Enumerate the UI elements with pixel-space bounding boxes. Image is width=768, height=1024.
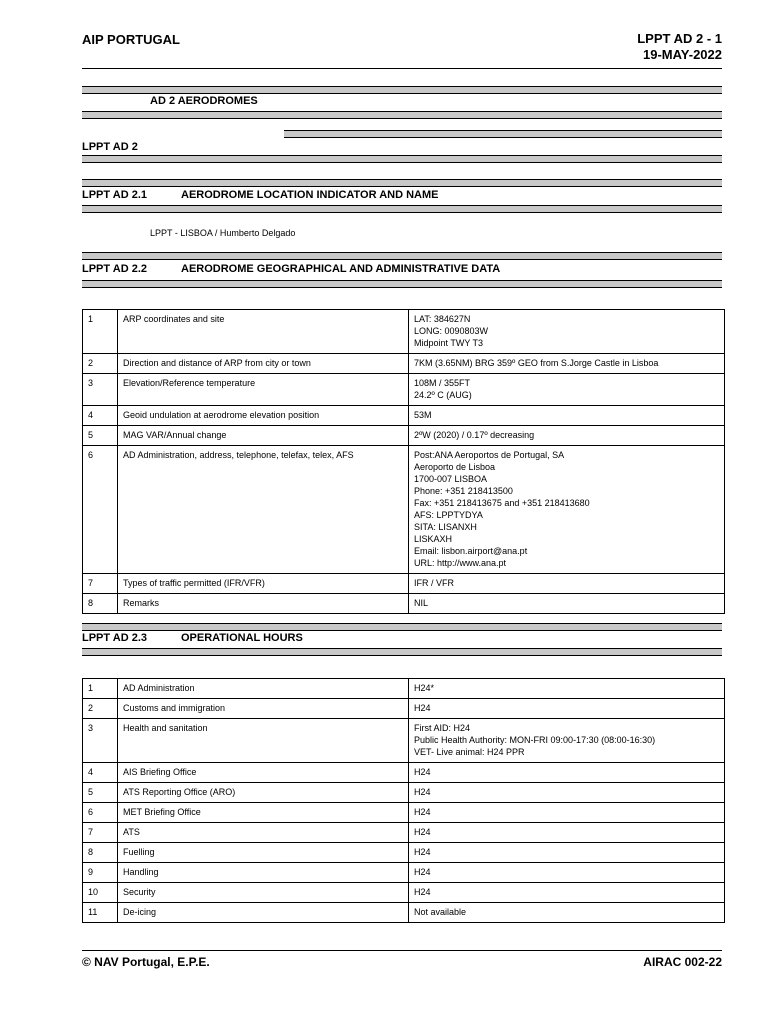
section-bar-top: [82, 252, 722, 260]
row-number: 11: [83, 903, 118, 923]
table-row: [83, 803, 725, 823]
table-row: [83, 823, 725, 843]
value-line: H24: [414, 867, 431, 877]
section-title-2-2: AERODROME GEOGRAPHICAL AND ADMINISTRATIVE DATA: [181, 263, 501, 275]
value-line: H24: [414, 807, 431, 817]
value-line: LISKAXH: [414, 534, 453, 544]
footer-rule: [82, 950, 722, 951]
row-number: 1: [83, 310, 118, 354]
value-line: H24: [414, 703, 431, 713]
value-line: Fax: +351 218413675 and +351 218413680: [414, 498, 590, 508]
row-number: 8: [83, 843, 118, 863]
value-line: VET- Live animal: H24 PPR: [414, 747, 525, 757]
row-number: 7: [83, 574, 118, 594]
section-bar-bottom: [82, 205, 722, 213]
section-bar-bottom: [82, 111, 722, 119]
value-line: 108M / 355FT: [414, 378, 471, 388]
row-value: [409, 426, 725, 446]
table-row: [83, 863, 725, 883]
row-value: [409, 354, 725, 374]
table-row: [83, 574, 725, 594]
value-line: LONG: 0090803W: [414, 326, 489, 336]
row-value: [409, 863, 725, 883]
section-title-ad2: AD 2 AERODROMES: [150, 95, 258, 107]
section-bar-bottom: [82, 155, 722, 163]
value-line: H24: [414, 827, 431, 837]
value-line: URL: http://www.ana.pt: [414, 558, 507, 568]
row-label: Security: [118, 883, 409, 903]
table-row: [83, 354, 725, 374]
row-value: [409, 446, 725, 574]
value-line: NIL: [414, 598, 429, 608]
row-value: [409, 803, 725, 823]
row-label: Customs and immigration: [118, 699, 409, 719]
row-value: [409, 574, 725, 594]
value-line: Midpoint TWY T3: [414, 338, 484, 348]
row-label: Direction and distance of ARP from city or town: [118, 354, 409, 374]
value-line: H24*: [414, 683, 435, 693]
row-label: MET Briefing Office: [118, 803, 409, 823]
table-row: [83, 719, 725, 763]
value-line: H24: [414, 847, 431, 857]
row-value: [409, 783, 725, 803]
section-bar-top: [82, 86, 722, 94]
value-line: Not available: [414, 907, 467, 917]
table-row: [83, 594, 725, 614]
value-line: Phone: +351 218413500: [414, 486, 513, 496]
value-line: Aeroporto de Lisboa: [414, 462, 496, 472]
value-line: 2ºW (2020) / 0.17º decreasing: [414, 430, 535, 440]
value-line: Email: lisbon.airport@ana.pt: [414, 546, 528, 556]
row-number: 7: [83, 823, 118, 843]
row-number: 8: [83, 594, 118, 614]
table-row: [83, 679, 725, 699]
page-header-right: [637, 31, 722, 63]
row-value: [409, 763, 725, 783]
row-label: AD Administration, address, telephone, telefax, telex, AFS: [118, 446, 409, 574]
table-row: [83, 763, 725, 783]
row-label: MAG VAR/Annual change: [118, 426, 409, 446]
row-value: [409, 883, 725, 903]
table-row: [83, 699, 725, 719]
operational-hours-table: [82, 678, 725, 923]
table-row: [83, 883, 725, 903]
table-row: [83, 903, 725, 923]
row-value: [409, 406, 725, 426]
value-line: H24: [414, 767, 431, 777]
copyright: © NAV Portugal, E.P.E.: [82, 955, 210, 969]
row-value: [409, 699, 725, 719]
row-number: 4: [83, 763, 118, 783]
page-reference: LPPT AD 2 - 1: [637, 31, 722, 46]
table-row: [83, 406, 725, 426]
row-label: AD Administration: [118, 679, 409, 699]
table-row: [83, 374, 725, 406]
document-source: AIP PORTUGAL: [82, 32, 180, 47]
section-title-2-1: AERODROME LOCATION INDICATOR AND NAME: [181, 189, 439, 201]
row-number: 2: [83, 699, 118, 719]
row-number: 1: [83, 679, 118, 699]
table-row: [83, 446, 725, 574]
section-bar-bottom: [82, 648, 722, 656]
section-bar-bottom: [82, 280, 722, 288]
section-bar-top: [82, 179, 722, 187]
value-line: IFR / VFR: [414, 578, 454, 588]
row-label: Geoid undulation at aerodrome elevation position: [118, 406, 409, 426]
value-line: 7KM (3.65NM) BRG 359º GEO from S.Jorge Castle in Lisboa: [414, 358, 659, 368]
section-bar-top: [284, 130, 722, 138]
row-value: [409, 594, 725, 614]
value-line: First AID: H24: [414, 723, 471, 733]
table-row: [83, 783, 725, 803]
value-line: SITA: LISANXH: [414, 522, 477, 532]
value-line: H24: [414, 787, 431, 797]
row-number: 10: [83, 883, 118, 903]
table-row: [83, 843, 725, 863]
row-value: [409, 719, 725, 763]
section-code-2-1: LPPT AD 2.1: [82, 189, 147, 201]
table-row: [83, 310, 725, 354]
row-number: 6: [83, 446, 118, 574]
section-code-2-3: LPPT AD 2.3: [82, 632, 147, 644]
row-number: 9: [83, 863, 118, 883]
aerodrome-name: LPPT - LISBOA / Humberto Delgado: [150, 228, 296, 238]
row-number: 5: [83, 783, 118, 803]
row-label: ATS: [118, 823, 409, 843]
row-value: [409, 903, 725, 923]
row-value: [409, 823, 725, 843]
header-rule: [82, 68, 722, 69]
row-value: [409, 843, 725, 863]
row-label: Handling: [118, 863, 409, 883]
row-number: 4: [83, 406, 118, 426]
value-line: LAT: 384627N: [414, 314, 471, 324]
value-line: Post:ANA Aeroportos de Portugal, SA: [414, 450, 565, 460]
row-value: [409, 679, 725, 699]
value-line: Public Health Authority: MON-FRI 09:00-17:30 (08:00-16:30): [414, 735, 656, 745]
row-label: Elevation/Reference temperature: [118, 374, 409, 406]
row-label: De-icing: [118, 903, 409, 923]
row-number: 3: [83, 374, 118, 406]
geographical-data-table: [82, 309, 725, 614]
section-code-lppt-ad2: LPPT AD 2: [82, 141, 138, 153]
row-label: AIS Briefing Office: [118, 763, 409, 783]
row-value: [409, 310, 725, 354]
publication-date: 19-MAY-2022: [642, 47, 722, 62]
row-label: Types of traffic permitted (IFR/VFR): [118, 574, 409, 594]
section-bar-top: [82, 623, 722, 631]
row-number: 6: [83, 803, 118, 823]
value-line: 53M: [414, 410, 432, 420]
row-number: 5: [83, 426, 118, 446]
row-label: ATS Reporting Office (ARO): [118, 783, 409, 803]
section-title-2-3: OPERATIONAL HOURS: [181, 632, 303, 644]
row-label: ARP coordinates and site: [118, 310, 409, 354]
section-code-2-2: LPPT AD 2.2: [82, 263, 147, 275]
value-line: 24.2º C (AUG): [414, 390, 472, 400]
value-line: H24: [414, 887, 431, 897]
row-label: Fuelling: [118, 843, 409, 863]
row-label: Remarks: [118, 594, 409, 614]
airac-cycle: AIRAC 002-22: [643, 955, 722, 969]
value-line: AFS: LPPTYDYA: [414, 510, 483, 520]
row-value: [409, 374, 725, 406]
table-row: [83, 426, 725, 446]
row-number: 2: [83, 354, 118, 374]
row-number: 3: [83, 719, 118, 763]
row-label: Health and sanitation: [118, 719, 409, 763]
value-line: 1700-007 LISBOA: [414, 474, 488, 484]
